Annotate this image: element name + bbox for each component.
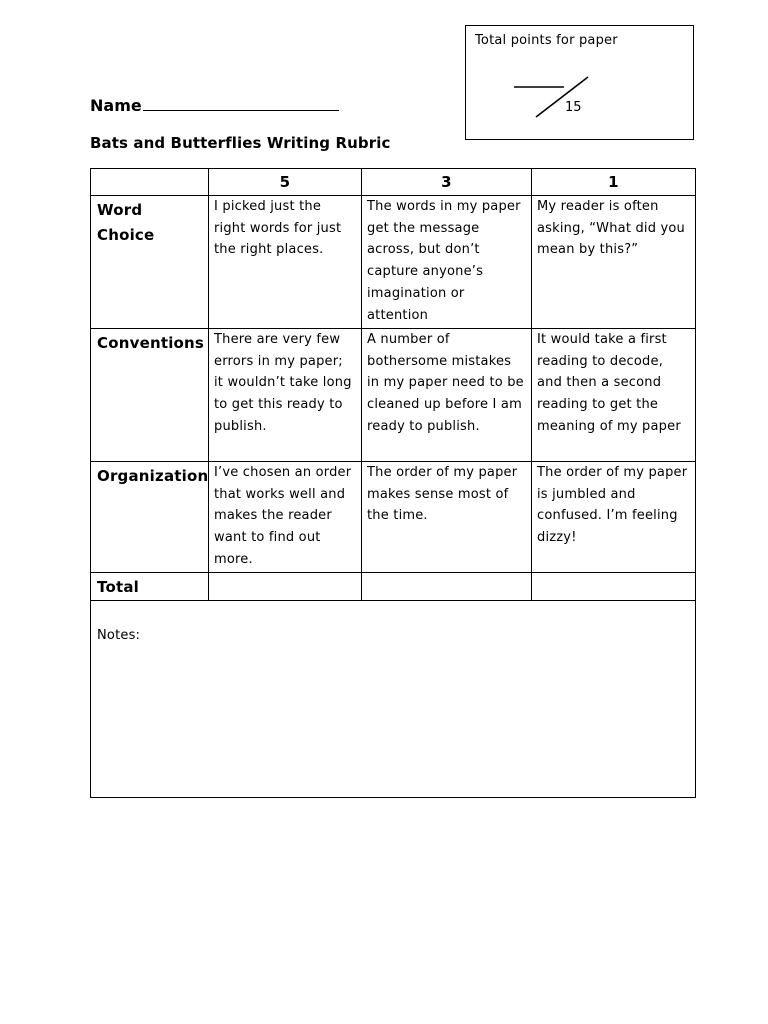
rubric-table: [90, 168, 696, 798]
name-field[interactable]: [90, 96, 339, 115]
total-points-label: Total points for paper: [475, 33, 618, 48]
table-row-word-choice: [91, 196, 696, 329]
criteria-cell: My reader is often asking, “What did you mean by this?”: [532, 196, 696, 329]
table-row-total: [91, 573, 696, 601]
criteria-cell: I’ve chosen an order that works well and makes the reader want to find out more.: [209, 462, 362, 573]
header-cell-score-3: 3: [362, 169, 532, 196]
total-score-cell-3[interactable]: [362, 573, 532, 601]
criteria-cell: A number of bothersome mistakes in my paper need to be cleaned up before I am ready to publish.: [362, 329, 532, 462]
header-cell-score-1: 1: [532, 169, 696, 196]
rubric-title: Bats and Butterflies Writing Rubric: [90, 134, 391, 152]
criteria-cell: The order of my paper makes sense most of the time.: [362, 462, 532, 573]
criteria-cell: It would take a first reading to decode, and then a second reading to get the meaning of my paper: [532, 329, 696, 462]
criteria-cell: The words in my paper get the message across, but don’t capture anyone’s imagination or attention: [362, 196, 532, 329]
table-row-organization: [91, 462, 696, 573]
total-label: Total: [91, 573, 209, 601]
notes-area[interactable]: [91, 601, 696, 798]
header-cell-score-5: 5: [209, 169, 362, 196]
name-label: Name: [90, 96, 142, 115]
name-blank-line[interactable]: [143, 96, 339, 111]
score-fraction-slash: [506, 71, 596, 121]
total-score-cell-1[interactable]: [532, 573, 696, 601]
category-word-choice: Word Choice: [91, 196, 209, 329]
category-conventions: Conventions: [91, 329, 209, 462]
table-row-conventions: [91, 329, 696, 462]
points-denominator: 15: [565, 100, 582, 115]
category-organization: Organization: [91, 462, 209, 573]
header-cell-blank: [91, 169, 209, 196]
criteria-cell: There are very few errors in my paper; it wouldn’t take long to get this ready to publish.: [209, 329, 362, 462]
total-points-box: [465, 25, 694, 140]
notes-label: Notes:: [97, 628, 141, 643]
criteria-cell: The order of my paper is jumbled and confused. I’m feeling dizzy!: [532, 462, 696, 573]
total-score-cell-5[interactable]: [209, 573, 362, 601]
notes-row: [91, 601, 696, 798]
criteria-cell: I picked just the right words for just the right places.: [209, 196, 362, 329]
header-row: [91, 169, 696, 196]
